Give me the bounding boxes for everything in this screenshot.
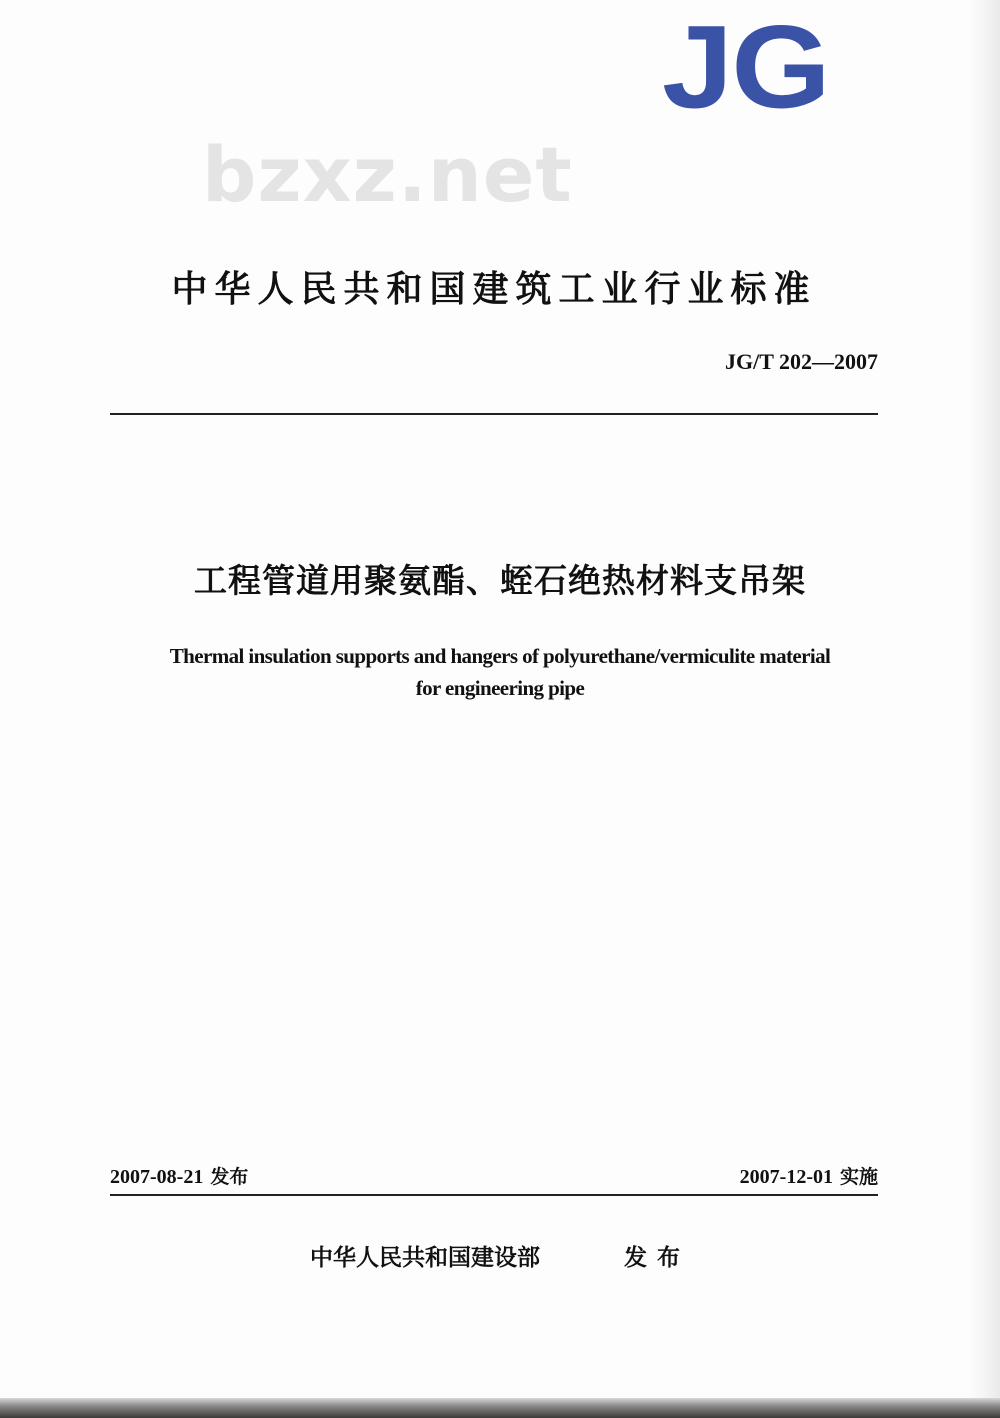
document-title-english-line-1: Thermal insulation supports and hangers of polyurethane/vermiculite material [169, 644, 831, 668]
issue-date-block [110, 1162, 248, 1192]
bottom-divider [110, 1194, 878, 1196]
effective-date-label: 实施 [839, 1166, 878, 1188]
jg-logo: JG [662, 1, 829, 134]
issue-date-label: 发布 [210, 1166, 249, 1188]
top-divider [110, 413, 878, 415]
document-title-chinese: 工程管道用聚氨酯、蛭石绝热材料支吊架 [194, 561, 806, 600]
publisher-action: 发布 [624, 1245, 690, 1271]
standard-code: JG/T 202—2007 [724, 349, 878, 374]
issue-date: 2007-08-21 [110, 1166, 204, 1188]
document-title-english-line-2: for engineering pipe [415, 676, 585, 700]
scan-shadow-bottom [0, 1398, 1000, 1418]
standard-category-title: 中华人民共和国建筑工业行业标准 [171, 269, 817, 310]
scan-shadow-right [968, 0, 1000, 1398]
document-title-english [110, 640, 890, 704]
watermark-text: bzxz.net [202, 130, 573, 219]
effective-date: 2007-12-01 [739, 1166, 833, 1188]
publisher-name: 中华人民共和国建设部 [310, 1245, 540, 1271]
effective-date-block [740, 1162, 878, 1192]
